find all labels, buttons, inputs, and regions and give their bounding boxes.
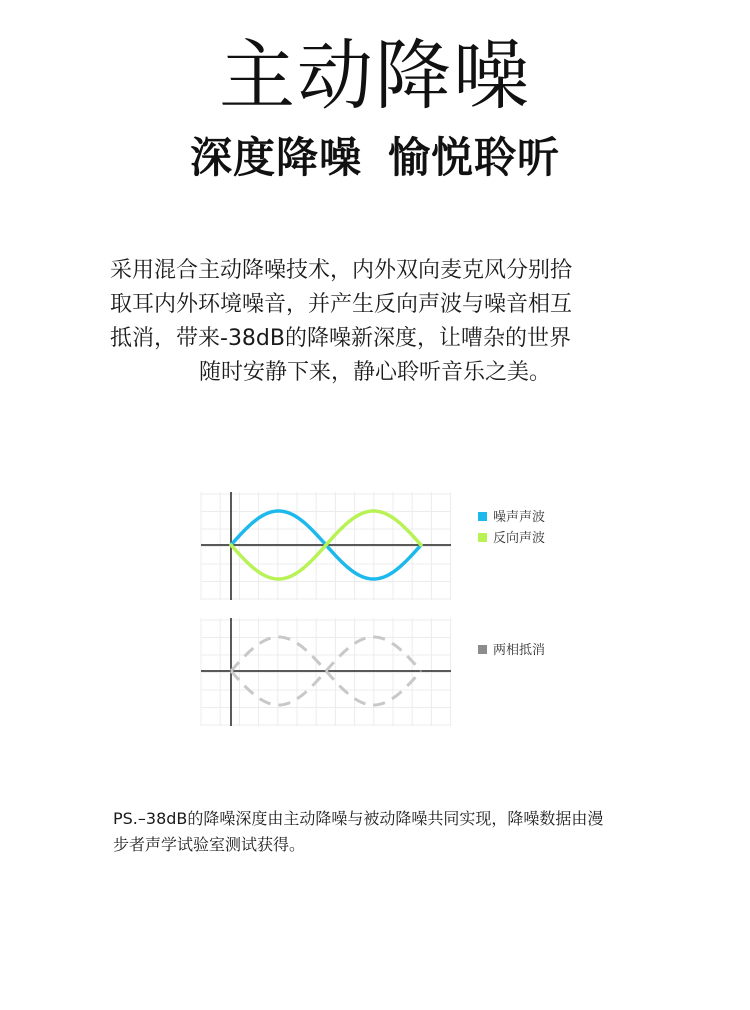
legend-swatch-cancel <box>478 645 487 654</box>
description-line: 采用混合主动降噪技术，内外双向麦克风分别拾 <box>110 258 573 283</box>
footnote <box>113 806 643 858</box>
wave-chart <box>195 490 455 602</box>
legend-label-cancel: 两相抵消 <box>493 643 546 658</box>
legend-cancel <box>478 642 545 660</box>
page-title: 主动降噪 <box>219 31 531 120</box>
description-paragraph <box>110 254 640 390</box>
cancel-chart <box>195 616 455 728</box>
legend-noise-wave <box>478 509 545 527</box>
legend-swatch-noise <box>478 512 487 521</box>
legend-label-noise: 噪声声波 <box>493 510 546 525</box>
description-line: 取耳内外环境噪音，并产生反向声波与噪音相互 <box>110 292 573 317</box>
subtitle-deep-noise-cancel: 深度降噪 <box>189 133 362 182</box>
page-subtitle <box>0 128 750 188</box>
legend-reverse-wave <box>478 530 545 548</box>
legend-swatch-reverse <box>478 533 487 542</box>
description-line: 抵消，带来-38dB的降噪新深度，让嘈杂的世界 <box>110 326 571 351</box>
description-line: 随时安静下来，静心聆听音乐之美。 <box>198 360 551 385</box>
footnote-line: 步者声学试验室测试获得。 <box>113 835 306 854</box>
subtitle-pleasant-listening: 愉悦聆听 <box>388 133 561 182</box>
legend-label-reverse: 反向声波 <box>493 531 546 546</box>
footnote-line: PS.–38dB的降噪深度由主动降噪与被动降噪共同实现，降噪数据由漫 <box>113 809 604 828</box>
